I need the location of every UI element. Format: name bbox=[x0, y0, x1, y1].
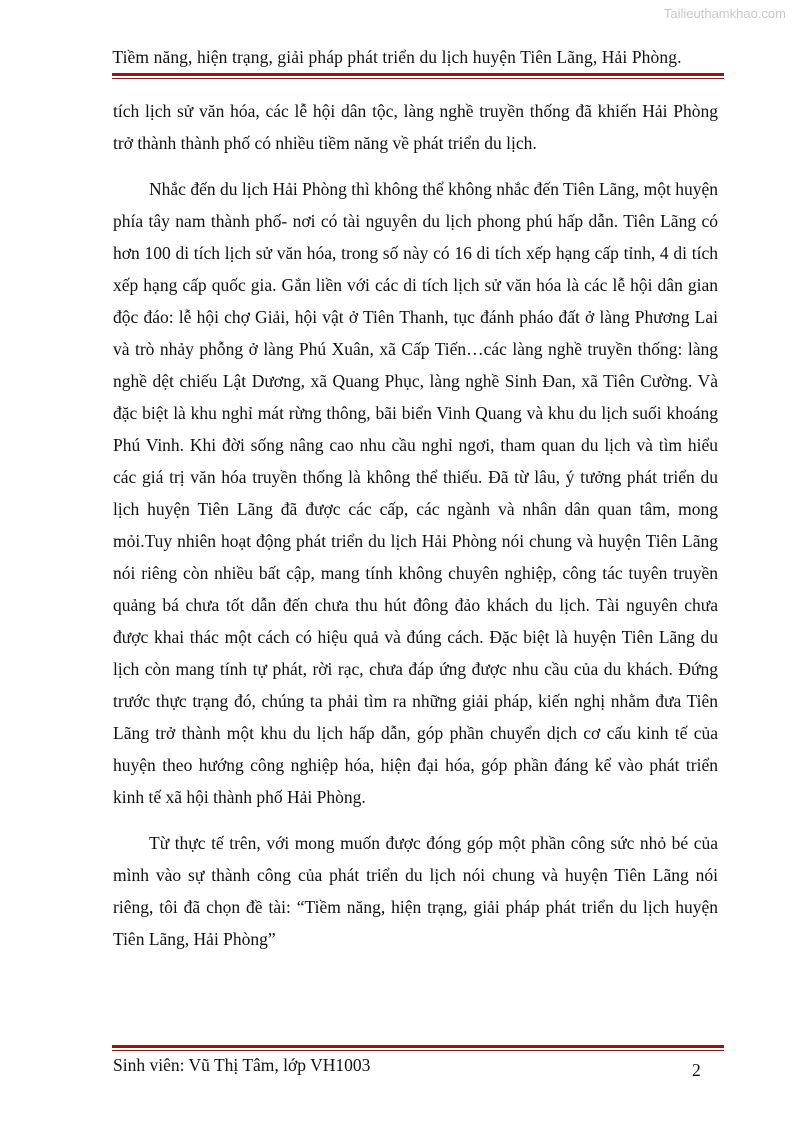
header-rule-thin bbox=[112, 78, 724, 79]
footer-rule-thick bbox=[112, 1045, 724, 1048]
paragraph-2: Nhắc đến du lịch Hải Phòng thì không thể không nhắc đến Tiên Lãng, một huyện phía tây nam thành phố- nơi có tài nguyên du lịch phong phú hấp dẫn. Tiên Lãng có hơn 100 di tích lịch sử văn hóa, trong số này có 16 di tích xếp hạng cấp tỉnh, 4 di tích xếp hạng cấp quốc gia. Gắn liền với các di tích lịch sử văn hóa là các lễ hội dân gian độc đáo: lễ hội chợ Giải, hội vật ở Tiên Thanh, tục đánh pháo đất ở làng Phương Lai và trò nhảy phỗng ở làng Phú Xuân, xã Cấp Tiến…các làng nghề truyền thống: làng nghề dệt chiếu Lật Dương, xã Quang Phục, làng nghề Sinh Đan, xã Tiên Cường. Và đặc biệt là khu nghỉ mát rừng thông, bãi biển Vinh Quang và khu du lịch suối khoáng Phú Vinh. Khi đời sống nâng cao nhu cầu nghỉ ngơi, tham quan du lịch và tìm hiểu các giá trị văn hóa truyền thống là không thể thiếu. Đã từ lâu, ý tưởng phát triển du lịch huyện Tiên Lãng đã được các cấp, các ngành và nhân dân quan tâm, mong mỏi.Tuy nhiên hoạt động phát triển du lịch Hải Phòng nói chung và huyện Tiên Lãng nói riêng còn nhiều bất cập, mang tính không chuyên nghiệp, công tác tuyên truyền quảng bá chưa tốt dẫn đến chưa thu hút đông đảo khách du lịch. Tài nguyên chưa được khai thác một cách có hiệu quả và đúng cách. Đặc biệt là huyện Tiên Lãng du lịch còn mang tính tự phát, rời rạc, chưa đáp ứng được nhu cầu của du khách. Đứng trước thực trạng đó, chúng ta phải tìm ra những giải pháp, kiến nghị nhằm đưa Tiên Lãng trở thành một khu du lịch hấp dẫn, góp phần chuyển dịch cơ cấu kinh tế của huyện theo hướng công nghiệp hóa, hiện đại hóa, góp phần đáng kể vào phát triển kinh tế xã hội thành phố Hải Phòng. bbox=[113, 179, 718, 807]
footer-rule-thin bbox=[112, 1050, 724, 1051]
header-rule-thick bbox=[112, 73, 724, 76]
page-header-title: Tiềm năng, hiện trạng, giải pháp phát triển du lịch huyện Tiên Lãng, Hải Phòng. bbox=[112, 47, 682, 67]
paragraph-1: tích lịch sử văn hóa, các lễ hội dân tộc, làng nghề truyền thống đã khiến Hải Phòng trở thành thành phố có nhiều tiềm năng về phát triển du lịch. bbox=[113, 101, 718, 153]
page-number: 2 bbox=[692, 1060, 701, 1080]
watermark: Tailieuthamkhao.com bbox=[663, 6, 786, 21]
paragraph-3: Từ thực tế trên, với mong muốn được đóng góp một phần công sức nhỏ bé của mình vào sự thành công của phát triển du lịch nói chung và huyện Tiên Lãng nói riêng, tôi đã chọn đề tài: “Tiềm năng, hiện trạng, giải pháp phát triển du lịch huyện Tiên Lãng, Hải Phòng” bbox=[113, 833, 718, 949]
footer-author: Sinh viên: Vũ Thị Tâm, lớp VH1003 bbox=[113, 1055, 371, 1075]
body-text bbox=[113, 95, 718, 955]
